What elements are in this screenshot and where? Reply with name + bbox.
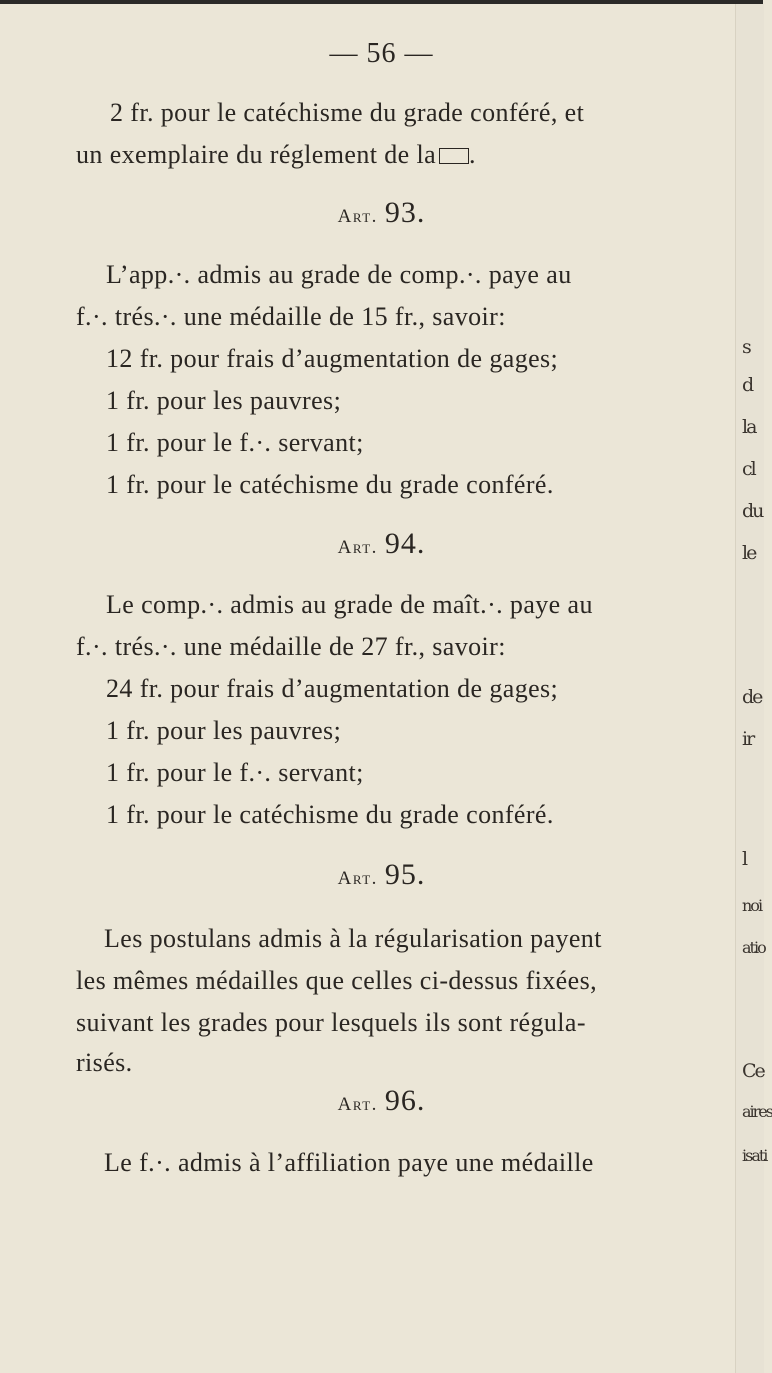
margin-fragment: le [742, 542, 756, 564]
text-line: 1 fr. pour le catéchisme du grade conféré. [106, 470, 554, 499]
article-heading: Art. 96. [337, 1084, 426, 1117]
margin-fragment: la [742, 416, 756, 438]
article-heading: Art. 95. [337, 858, 426, 891]
margin-fragment: l [742, 848, 747, 870]
text-line: 1 fr. pour le f.·. servant; [106, 758, 364, 787]
article-heading: Art. 94. [337, 527, 426, 560]
article-heading: Art. 93. [337, 196, 426, 229]
margin-fragment: Ce [742, 1060, 764, 1082]
text-line: 1 fr. pour les pauvres; [106, 386, 342, 415]
margin-fragment: noi [742, 896, 762, 915]
text-line: 24 fr. pour frais d’augmentation de gages; [106, 674, 559, 703]
page-top-edge [0, 0, 763, 4]
margin-fragment: ir [742, 728, 754, 750]
text-line: suivant les grades pour lesquels ils sont régula- [76, 1008, 586, 1037]
text-line: Le f.·. admis à l’affiliation paye une médaille [104, 1148, 594, 1177]
text-line: 1 fr. pour le f.·. servant; [106, 428, 364, 457]
margin-fragment: s [742, 336, 750, 358]
margin-fragment: de [742, 686, 762, 708]
text-line: 1 fr. pour les pauvres; [106, 716, 342, 745]
margin-fragment: d [742, 374, 753, 396]
lodge-symbol [439, 148, 469, 164]
text-line: f.·. trés.·. une médaille de 15 fr., savoir: [76, 302, 506, 331]
text-line: un exemplaire du réglement de la . [76, 140, 476, 169]
margin-fragment: du [742, 500, 763, 522]
margin-fragment: aires [742, 1102, 772, 1121]
text-line: f.·. trés.·. une médaille de 27 fr., savoir: [76, 632, 506, 661]
margin-fragment: cl [742, 458, 755, 480]
text-line: 2 fr. pour le catéchisme du grade conféré, et [110, 98, 585, 127]
text-line: 12 fr. pour frais d’augmentation de gages; [106, 344, 559, 373]
text-line: L’app.·. admis au grade de comp.·. paye au [106, 260, 572, 289]
text-line: les mêmes médailles que celles ci-dessus fixées, [76, 966, 597, 995]
text-line: risés. [76, 1048, 133, 1077]
text-line: Les postulans admis à la régularisation payent [104, 924, 602, 953]
page-number: — 56 — [329, 38, 434, 69]
margin-fragment: isati [742, 1146, 767, 1165]
text-line: Le comp.·. admis au grade de maît.·. paye au [106, 590, 593, 619]
text-line: 1 fr. pour le catéchisme du grade conféré. [106, 800, 554, 829]
margin-fragment: atio [742, 938, 765, 957]
